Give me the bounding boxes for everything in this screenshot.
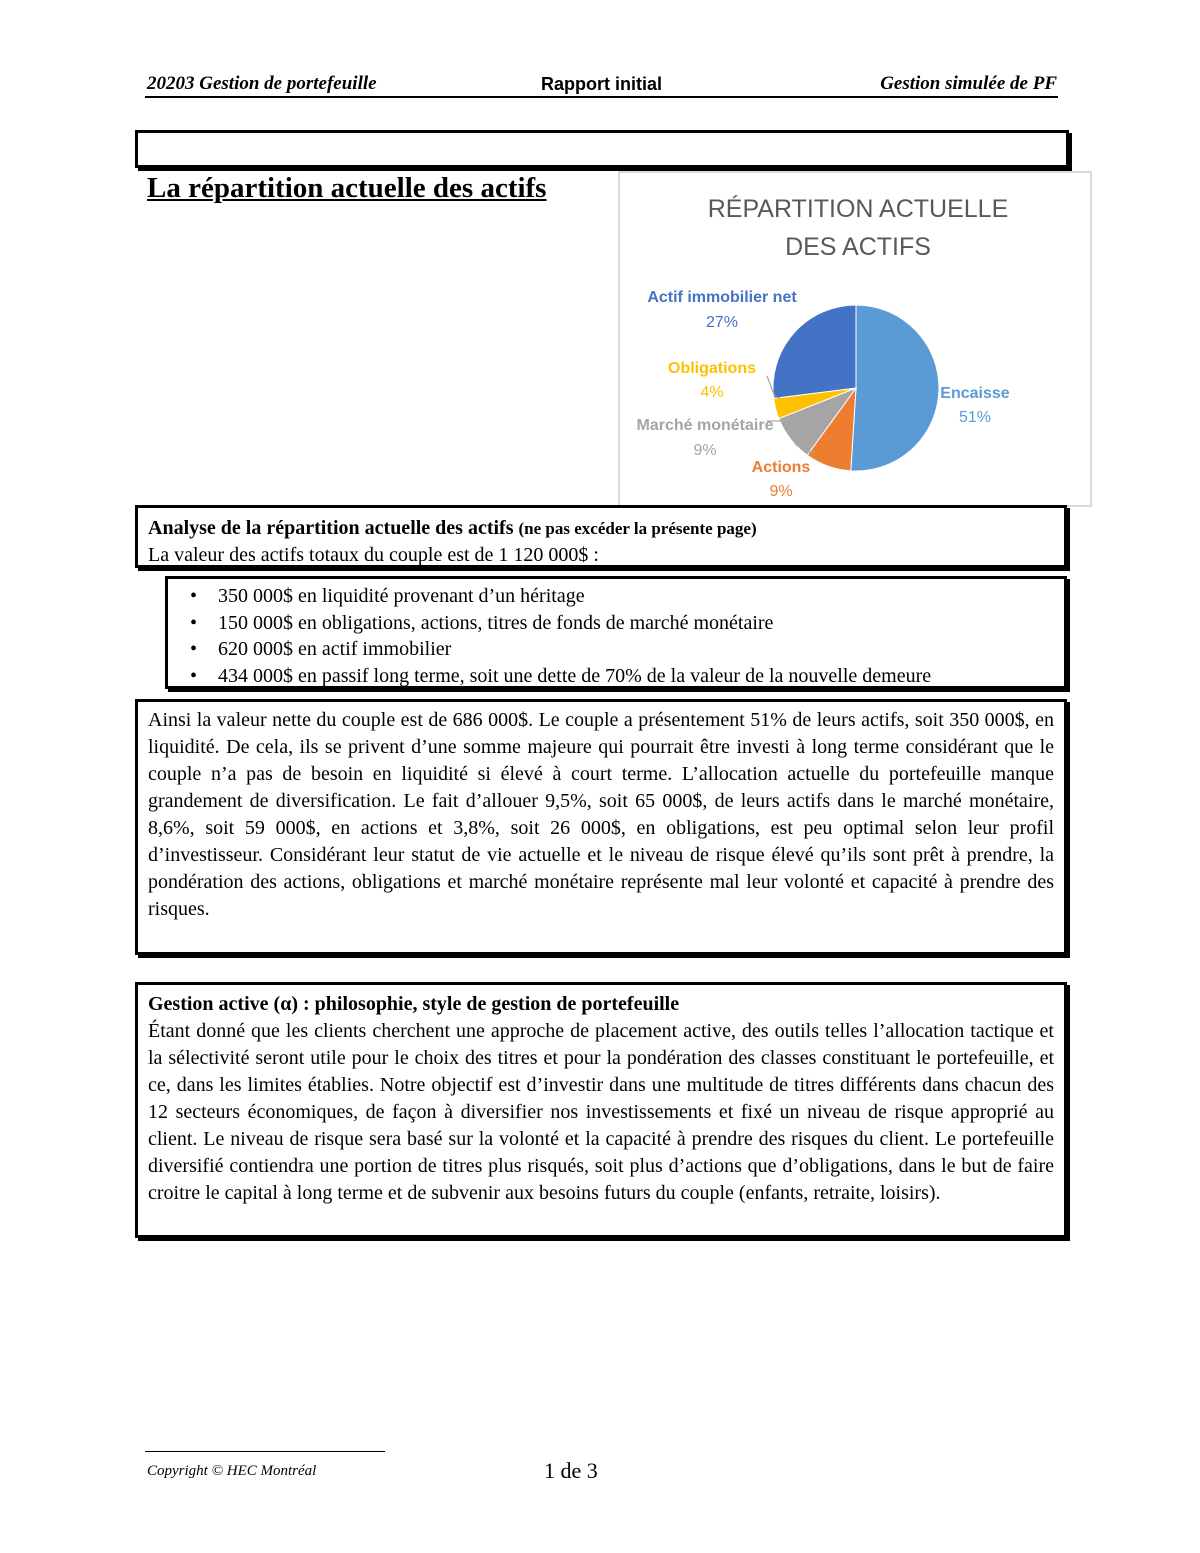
bullet-icon: •: [190, 585, 198, 607]
empty-title-box: [135, 130, 1069, 168]
header-subject: Gestion simulée de PF: [880, 73, 1057, 94]
net-worth-box: [135, 699, 1067, 955]
label-marche-pct: 9%: [693, 442, 717, 459]
active-management-paragraph: Étant donné que les clients cherchent une approche de placement active, des outils telles l’allocation tactique et la sélectivité seront utile pour le choix des titres et pour la pondération des classes constituant le portefeuille, et ce, dans les limites établies. Notre objectif est d’investir dans une multitude de titres différents dans chacun des 12 secteurs économiques, de façon à diversifier nos investissements et fixé un niveau de risque approprié au client. Le niveau de risque sera basé sur la volonté et la capacité à prendre des risques du client. Le portefeuille diversifié contiendra une portion de titres plus risqués, soit plus d’actions que d’obligations, dans le but de faire croitre le capital à long terme et de subvenir aux besoins futurs du couple (enfants, retraite, loisirs).: [148, 1020, 1054, 1204]
label-obligations-name: Obligations: [668, 360, 756, 377]
bullet-icon: •: [190, 611, 198, 634]
list-item: [178, 583, 1054, 610]
asset-list-box: [165, 576, 1067, 689]
label-encaisse-pct: 51%: [958, 409, 992, 426]
chart-title-line1: RÉPARTITION ACTUELLE: [707, 195, 1009, 223]
list-item: [178, 610, 1054, 637]
label-immobilier-name: Actif immobilier net: [647, 289, 797, 306]
analysis-note: (ne pas excéder la présente page): [518, 519, 757, 538]
chart-title-line2: DES ACTIFS: [785, 233, 931, 261]
analysis-title: Analyse de la répartition actuelle des actifs: [148, 517, 514, 539]
list-item-text: 620 000$ en actif immobilier: [218, 638, 452, 660]
label-encaisse-name: Encaisse: [940, 385, 1010, 402]
slice-encaisse: [851, 305, 939, 471]
net-worth-paragraph: Ainsi la valeur nette du couple est de 686 000$. Le couple a présentement 51% de leurs actifs, soit 350 000$, en liquidité. De cela, ils se privent d’une somme majeure qui pourrait être investi à long terme considérant que le couple n’a pas de besoin en liquidité si élevé à court terme. L’allocation actuelle du portefeuille manque grandement de diversification. Le fait d’allouer 9,5%, soit 65 000$, de leurs actifs dans le marché monétaire, 8,6%, soit 59 000$, en actions et 3,8%, soit 26 000$, en obligations, est peu optimal selon leur profil d’investisseur. Considérant leur statut de vie actuelle et le niveau de risque élevé qu’ils sont prêt à prendre, la pondération des actions, obligations et marché monétaire représente mal leur volonté et capacité à prendre des risques.: [148, 709, 1054, 920]
bullet-icon: •: [190, 638, 198, 660]
analysis-total-line: La valeur des actifs totaux du couple est de 1 120 000$ :: [148, 544, 599, 566]
list-item-text: 350 000$ en liquidité provenant d’un héritage: [218, 585, 585, 607]
label-obligations-pct: 4%: [700, 384, 724, 401]
header-divider: [145, 96, 1058, 98]
pie-chart: [618, 171, 1092, 507]
label-actions-name: Actions: [751, 459, 811, 476]
header-course-title: 20203 Gestion de portefeuille: [147, 73, 377, 94]
active-management-box: [135, 982, 1067, 1238]
list-item: [178, 663, 1054, 690]
analysis-box: [135, 505, 1067, 568]
asset-list: [178, 583, 1054, 689]
slice-actif-immobilier: [773, 305, 856, 398]
footer-divider: [145, 1451, 385, 1452]
active-management-title: Gestion active (α) : philosophie, style de gestion de portefeuille: [148, 993, 680, 1015]
footer-page-number: 1 de 3: [544, 1458, 598, 1483]
footer-copyright: Copyright © HEC Montréal: [147, 1463, 317, 1479]
list-item: [178, 636, 1054, 663]
label-actions-pct: 9%: [769, 483, 793, 500]
label-immobilier-pct: 27%: [705, 314, 739, 331]
list-item-text: 150 000$ en obligations, actions, titres de fonds de marché monétaire: [218, 611, 774, 634]
list-item-text: 434 000$ en passif long terme, soit une dette de 70% de la valeur de la nouvelle demeure: [218, 664, 932, 687]
pie-chart-svg: [620, 173, 1090, 505]
header-report-title: Rapport initial: [541, 74, 662, 94]
label-marche-name: Marché monétaire: [636, 417, 774, 434]
bullet-icon: •: [190, 664, 198, 687]
section-title: La répartition actuelle des actifs: [147, 172, 547, 204]
